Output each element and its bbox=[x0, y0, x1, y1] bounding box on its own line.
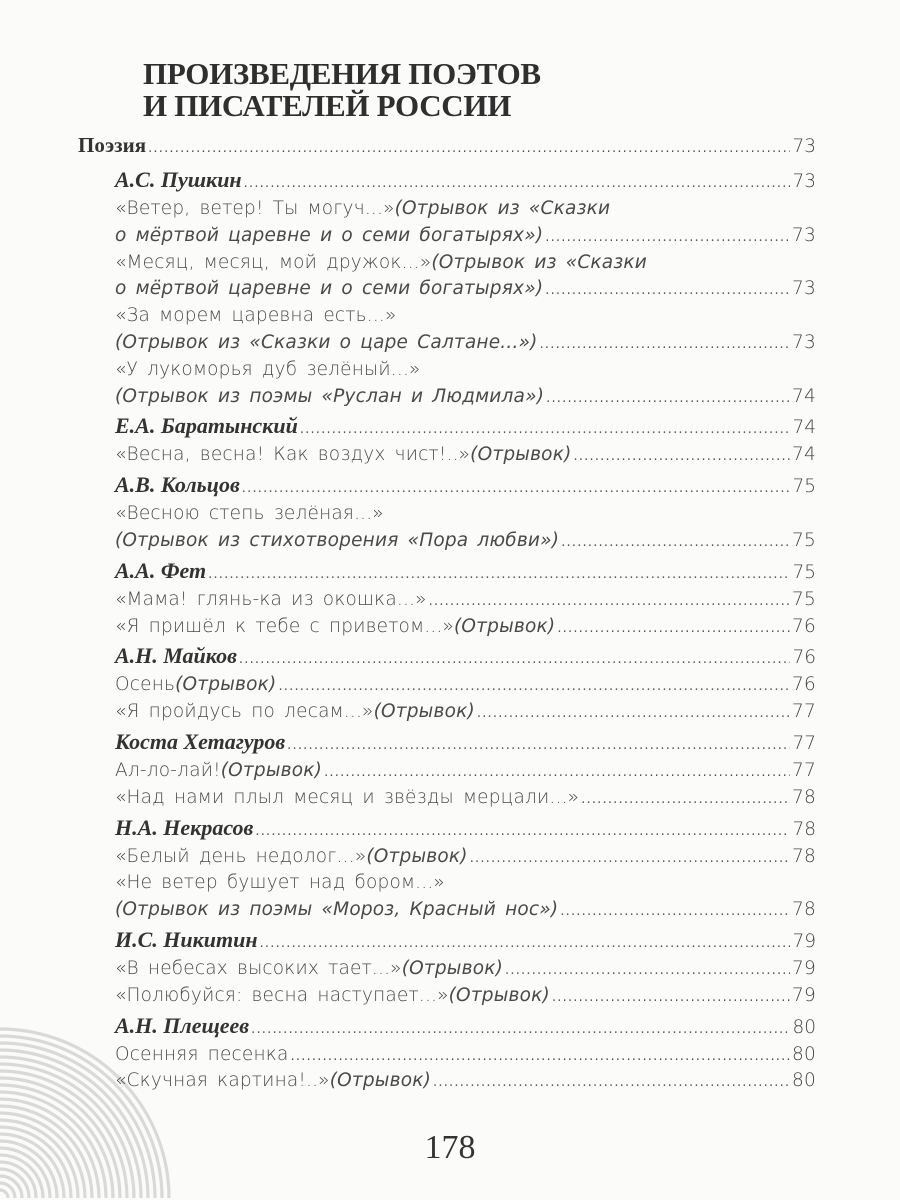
entry-title: «Я пришёл к тебе с приветом...» bbox=[115, 615, 454, 637]
page-ref: 79 bbox=[792, 957, 816, 979]
toc-entry bbox=[78, 1042, 816, 1069]
page-ref: 78 bbox=[792, 818, 816, 840]
toc-author bbox=[78, 812, 816, 844]
entry-note: о мёртвой царевне и о семи богатырях») bbox=[115, 224, 544, 246]
toc-author bbox=[78, 726, 816, 758]
ring bbox=[0, 1190, 8, 1198]
entry-title: «Полюбуйся: весна наступает...» bbox=[115, 984, 449, 1006]
dot-leader bbox=[148, 132, 790, 166]
dot-leader bbox=[540, 332, 790, 359]
toc-entry bbox=[78, 672, 816, 699]
entry-title: «За морем царевна есть...» bbox=[115, 305, 397, 327]
dot-leader bbox=[552, 985, 790, 1012]
entry-title: «У лукоморья дуб зелёный...» bbox=[115, 358, 421, 380]
page-ref: 80 bbox=[792, 1043, 816, 1065]
page-ref: 73 bbox=[792, 278, 816, 300]
entry-note: (Отрывок) bbox=[366, 845, 468, 867]
page-ref: 75 bbox=[792, 529, 816, 551]
toc-entry bbox=[78, 250, 816, 277]
page-ref: 78 bbox=[792, 786, 816, 808]
dot-leader bbox=[239, 644, 791, 676]
dot-leader bbox=[546, 386, 790, 413]
toc-entry bbox=[78, 614, 816, 641]
toc-entry bbox=[78, 983, 816, 1010]
dot-leader bbox=[545, 225, 790, 252]
entry-note: (Отрывок) bbox=[448, 984, 550, 1006]
page-ref: 76 bbox=[792, 647, 816, 669]
toc-entry bbox=[78, 501, 816, 528]
page-ref: 77 bbox=[792, 732, 816, 754]
toc-entry bbox=[78, 1068, 816, 1095]
page-ref: 79 bbox=[792, 984, 816, 1006]
toc-entry bbox=[78, 196, 816, 223]
page-ref: 73 bbox=[792, 224, 816, 246]
entry-title: «Не ветер бушует над бором...» bbox=[115, 872, 445, 894]
page-ref: 75 bbox=[792, 561, 816, 583]
toc-author bbox=[78, 1010, 816, 1042]
entry-title: «Мама! глянь-ка из окошка...» bbox=[115, 588, 427, 610]
toc-entry bbox=[78, 587, 816, 614]
toc-entry bbox=[78, 276, 816, 303]
dot-leader bbox=[324, 760, 790, 787]
toc-entry bbox=[78, 357, 816, 384]
page-number: 178 bbox=[424, 1129, 476, 1166]
toc-entry bbox=[78, 956, 816, 983]
toc-entry bbox=[78, 785, 816, 812]
dot-leader bbox=[287, 730, 790, 762]
entry-title: А.Н. Майков bbox=[115, 643, 237, 669]
toc-author bbox=[78, 164, 816, 196]
toc-entry bbox=[78, 897, 816, 924]
entry-note: (Отрывок из поэмы «Руслан и Людмила») bbox=[115, 385, 545, 407]
dot-leader bbox=[505, 958, 790, 985]
dot-leader bbox=[251, 1014, 790, 1046]
toc-entry bbox=[78, 223, 816, 250]
page-ref: 73 bbox=[792, 171, 816, 192]
dot-leader bbox=[291, 1044, 791, 1071]
page-ref: 74 bbox=[792, 417, 816, 439]
page-title bbox=[143, 58, 541, 122]
toc-entry bbox=[78, 699, 816, 726]
entry-title: Е.А. Баратынский bbox=[115, 413, 298, 439]
entry-title: «Ветер, ветер! Ты могуч...» bbox=[115, 198, 395, 219]
page-ref: 77 bbox=[792, 701, 816, 723]
entry-title: Поэзия bbox=[78, 133, 147, 157]
dot-leader bbox=[560, 899, 790, 926]
dot-leader bbox=[574, 444, 791, 471]
entry-note: (Отрывок из поэмы «Мороз, Красный нос») bbox=[115, 899, 559, 921]
entry-title: «Белый день недолог...» bbox=[115, 845, 367, 867]
page-ref: 73 bbox=[792, 136, 816, 157]
entry-title: «Месяц, месяц, мой дружок...» bbox=[115, 251, 432, 273]
entry-title: А.А. Фет bbox=[115, 557, 207, 583]
entry-note: (Отрывок) bbox=[454, 615, 556, 637]
page-ref: 79 bbox=[792, 930, 816, 952]
toc-entry bbox=[78, 442, 816, 469]
dot-leader bbox=[581, 787, 790, 814]
page-ref: 80 bbox=[792, 1070, 816, 1092]
toc-entry bbox=[78, 303, 816, 330]
entry-note: (Отрывок из «Сказки bbox=[431, 251, 647, 273]
toc-entry bbox=[78, 870, 816, 897]
entry-title: Осенняя песенка bbox=[115, 1043, 289, 1065]
entry-title: Коста Хетагуров bbox=[115, 728, 286, 754]
toc-entry bbox=[78, 384, 816, 411]
page-ref: 78 bbox=[792, 845, 816, 867]
toc-section bbox=[78, 128, 816, 162]
title-line-1: ПРОИЗВЕДЕНИЯ ПОЭТОВ bbox=[143, 56, 541, 91]
page-ref: 74 bbox=[792, 385, 816, 407]
page-ref: 76 bbox=[792, 615, 816, 637]
dot-leader bbox=[561, 530, 790, 557]
toc-entry bbox=[78, 330, 816, 357]
entry-title: Н.А. Некрасов bbox=[115, 814, 254, 840]
entry-title: А.Н. Плещеев bbox=[115, 1012, 250, 1038]
entry-note: (Отрывок) bbox=[373, 701, 475, 723]
entry-note: (Отрывок) bbox=[329, 1070, 432, 1092]
entry-note: (Отрывок) bbox=[401, 957, 504, 979]
entry-title: А.В. Кольцов bbox=[115, 472, 240, 498]
entry-title: «В небесах высоких тает...» bbox=[115, 957, 402, 979]
entry-note: о мёртвой царевне и о семи богатырях») bbox=[115, 278, 544, 300]
title-line-2: И ПИСАТЕЛЕЙ РОССИИ bbox=[143, 88, 512, 123]
entry-title: «Над нами плыл месяц и звёзды мерцали...» bbox=[115, 786, 580, 808]
toc-author bbox=[78, 410, 816, 442]
dot-leader bbox=[477, 701, 790, 728]
dot-leader bbox=[545, 278, 790, 305]
toc-author bbox=[78, 640, 816, 672]
entry-title: «Я пройдусь по лесам...» bbox=[115, 701, 374, 723]
page-ref: 77 bbox=[792, 759, 816, 781]
page-ref: 75 bbox=[792, 476, 816, 498]
entry-note: (Отрывок из «Сказки о царе Салтане...») bbox=[115, 331, 538, 353]
dot-leader bbox=[278, 674, 790, 701]
entry-note: (Отрывок) bbox=[175, 674, 277, 696]
toc-author bbox=[78, 555, 816, 587]
page-ref: 80 bbox=[792, 1016, 816, 1038]
toc-author bbox=[78, 469, 816, 501]
dot-leader bbox=[470, 846, 790, 873]
entry-title: «Весна, весна! Как воздух чист!..» bbox=[115, 444, 471, 466]
page-ref: 73 bbox=[792, 331, 816, 353]
page-ref: 74 bbox=[792, 444, 816, 466]
entry-title: Ал-ло-лай! bbox=[115, 759, 221, 781]
entry-title: «Скучная картина!..» bbox=[115, 1070, 330, 1092]
toc-author bbox=[78, 924, 816, 956]
entry-note: (Отрывок) bbox=[220, 759, 323, 781]
page-ref: 78 bbox=[792, 899, 816, 921]
entry-title: И.С. Никитин bbox=[115, 926, 258, 952]
dot-leader bbox=[557, 616, 790, 643]
page-ref: 76 bbox=[792, 674, 816, 696]
entry-title: «Весною степь зелёная...» bbox=[115, 503, 384, 525]
page-ref: 75 bbox=[792, 588, 816, 610]
dot-leader bbox=[429, 589, 790, 616]
table-of-contents bbox=[78, 128, 816, 1095]
entry-note: (Отрывок из стихотворения «Пора любви») bbox=[115, 529, 560, 551]
entry-note: (Отрывок) bbox=[470, 444, 572, 466]
dot-leader bbox=[433, 1070, 790, 1097]
entry-note: (Отрывок из «Сказки bbox=[394, 198, 611, 219]
entry-title: А.С. Пушкин bbox=[115, 167, 242, 192]
toc-entry bbox=[78, 758, 816, 785]
entry-title: Осень bbox=[115, 674, 176, 696]
toc-entry bbox=[78, 844, 816, 871]
toc-entry bbox=[78, 528, 816, 555]
